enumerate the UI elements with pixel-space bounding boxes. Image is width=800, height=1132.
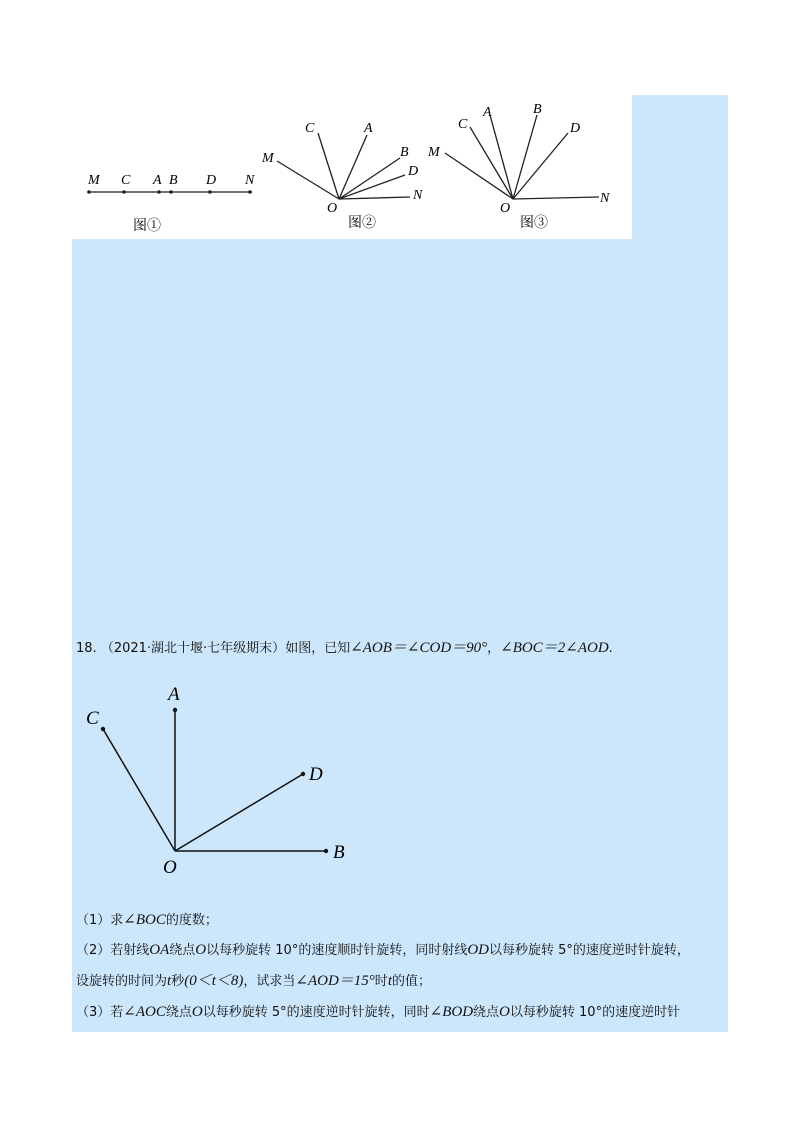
point-d [208,190,212,194]
part3-d: 绕点 [473,1005,500,1020]
label-m: M [88,173,100,188]
part2-l2-m4: t [387,973,392,989]
part2-l2-a: 设旋转的时间为 [76,974,168,989]
part2-l1-d: 以每秒旋转 5°的速度逆时针旋转， [489,943,690,958]
point-b [169,190,173,194]
point-b [324,849,328,853]
point-m [87,190,91,194]
ray-oc [318,133,339,199]
part3-b: 绕点 [165,1005,192,1020]
ray-ob-3 [513,115,537,199]
part2-l1-m2: O [195,942,207,958]
figure-2-labels [261,121,423,231]
figure-1 [87,173,255,234]
stem-end: . [608,641,613,656]
label-b: B [169,173,178,188]
ray-od [175,774,303,851]
label-d: D [206,173,217,188]
part2-l2-m3: ∠AOD＝15° [295,973,375,989]
question-18-stem [76,639,613,658]
part-2-line-2 [76,972,431,991]
point-c [101,727,105,731]
part2-l1-a: （2）若射线 [76,943,150,958]
fig2-label-b: B [400,145,409,160]
question-source: （2021·湖北十堰·七年级期末） [100,641,286,656]
point-n [248,190,252,194]
fig3-label-d: D [570,121,581,136]
caption-fig1: 图① [133,219,161,234]
ray-om [277,161,339,199]
part2-l2-e: 的值； [391,974,431,989]
ray-on [339,197,410,199]
label-c: C [121,173,131,188]
part2-l2-d: 时 [374,974,388,989]
ray-oc-3 [470,127,513,199]
part3-a: （3）若 [76,1005,124,1020]
part-2-line-1 [76,941,690,960]
label-b: B [333,842,345,863]
caption-fig2: 图② [348,216,376,231]
point-d [301,772,305,776]
part1-math: ∠BOC [123,912,166,928]
part3-e: 以每秒旋转 10°的速度逆时针 [509,1005,681,1020]
fig3-label-m: M [428,145,440,160]
label-a: A [153,173,162,188]
fig3-label-c: C [458,117,468,132]
fig3-label-n: N [600,191,610,206]
label-d: D [309,764,323,785]
stem-math-2: ∠BOC＝2∠AOD [500,640,609,656]
part2-l1-m3: OD [467,942,489,958]
ray-od [339,175,405,199]
question-number: 18. [76,641,97,656]
caption-fig3: 图③ [520,216,548,231]
label-c: C [86,708,99,729]
fig3-label-a: A [483,105,492,120]
ray-on-3 [513,197,599,199]
label-a: A [168,684,180,705]
fig3-label-b: B [533,102,542,117]
part2-l2-m2: (0＜t＜8) [184,973,244,989]
part2-l1-b: 绕点 [169,943,196,958]
figure-2 [277,133,410,199]
point-a [157,190,161,194]
fig3-label-o: O [500,201,511,216]
part2-l1-m1: OA [149,942,170,958]
ray-od-3 [513,133,568,199]
point-c [122,190,126,194]
fig2-label-n: N [413,188,423,203]
fig2-label-m: M [262,151,274,166]
part3-m2: O [191,1004,203,1020]
stem-math-1: ∠AOB＝∠COD＝90° [350,640,488,656]
part-3 [76,1003,680,1022]
stem-text: 如图，已知 [285,641,351,656]
point-a [173,708,177,712]
top-figures-svg [72,95,632,239]
fig2-label-d: D [408,164,419,179]
part-1 [76,911,218,930]
ray-oc [103,729,175,851]
label-n: N [245,173,255,188]
part3-m1: ∠AOC [123,1004,166,1020]
fig2-label-a: A [364,121,373,136]
fig2-label-c: C [305,121,315,136]
part2-l2-c: ，试求当 [243,974,296,989]
part2-l2-b: 秒 [171,974,185,989]
part3-m4: O [499,1004,510,1020]
part2-l1-c: 以每秒旋转 10°的速度顺时针旋转，同时射线 [206,943,468,958]
fig2-label-o: O [327,201,338,216]
part2-l2-m1: t [167,973,172,989]
part1-suffix: 的度数； [165,913,218,928]
part3-c: 以每秒旋转 5°的速度逆时针旋转，同时 [202,1005,430,1020]
figure-3-labels [427,102,610,231]
part1-prefix: （1）求 [76,913,124,928]
question-18-figure [80,680,380,880]
stem-sep: ， [487,641,501,656]
label-o: O [163,857,177,878]
part3-m3: ∠BOD [429,1004,474,1020]
